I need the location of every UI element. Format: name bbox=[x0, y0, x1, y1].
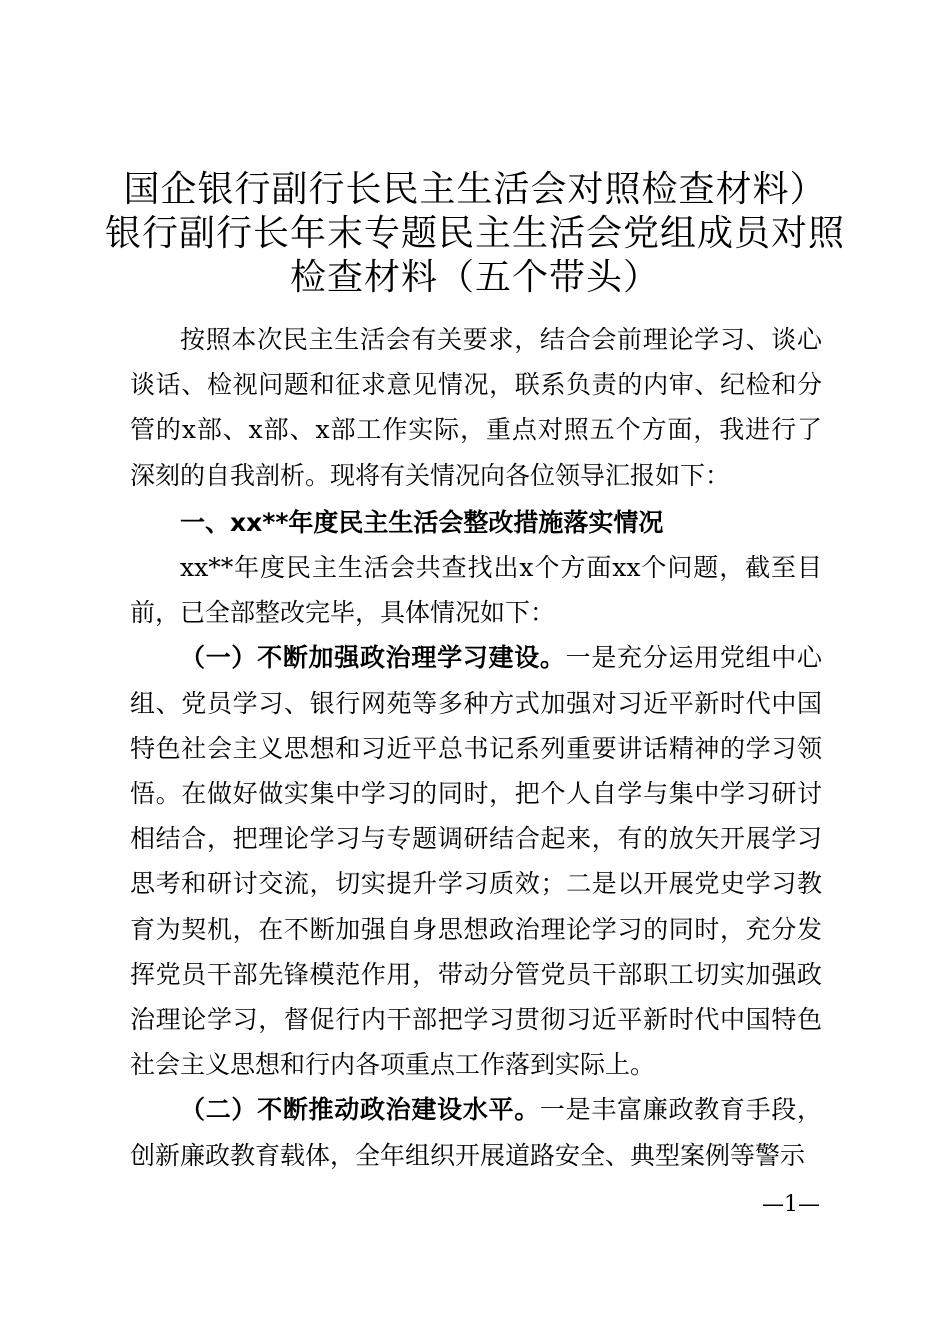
item-2-text: 一是丰富廉政教育手段，创新廉政教育载体，全年组织开展道路安全、典型案例等警示 bbox=[130, 1095, 822, 1170]
page-number: —1— bbox=[762, 1192, 820, 1217]
intro-paragraph: 按照本次民主生活会有关要求，结合会前理论学习、谈心谈话、检视问题和征求意见情况，联系负责的内审、纪检和分管的x部、x部、x部工作实际，重点对照五个方面，我进行了深刻的自我剖析。现将有关情况向各位领导汇报如下： bbox=[130, 325, 822, 490]
item-2-paragraph bbox=[130, 1087, 822, 1177]
title-line-2: 银行副行长年末专题民主生活会党组成员对照 bbox=[104, 213, 845, 254]
item-1-lead: （一）不断加强政治理学习建设。 bbox=[180, 643, 566, 673]
section-intro-paragraph: xx**年度民主生活会共查找出x个方面xx个问题，截至目前，已全部整改完毕，具体情况如下： bbox=[130, 553, 822, 628]
title-line-3: 检查材料（五个带头） bbox=[289, 257, 660, 298]
section-heading: 一、xx**年度民主生活会整改措施落实情况 bbox=[180, 507, 664, 537]
item-2-lead: （二）不断推动政治建设水平。 bbox=[180, 1095, 540, 1125]
document-body bbox=[130, 317, 822, 1178]
title-line-1: 国企银行副行长民主生活会对照检查材料） bbox=[123, 169, 827, 210]
item-1-paragraph bbox=[130, 635, 822, 1087]
item-1-text: 一是充分运用党组中心组、党员学习、银行网苑等多种方式加强对习近平新时代中国特色社会主义思想和习近平总书记系列重要讲话精神的学习领悟。在做好做实集中学习的同时，把个人自学与集中学习研讨相结合，把理论学习与专题调研结合起来，有的放矢开展学习思考和研讨交流，切实提升学习质效；二是以开展党史学习教育为契机，在不断加强自身思想政治理论学习的同时，充分发挥党员干部先锋模范作用，带动分管党员干部职工切实加强政治理论学习，督促行内干部把学习贯彻习近平新时代中国特色社会主义思想和行内各项重点工作落到实际上。 bbox=[130, 643, 822, 1080]
